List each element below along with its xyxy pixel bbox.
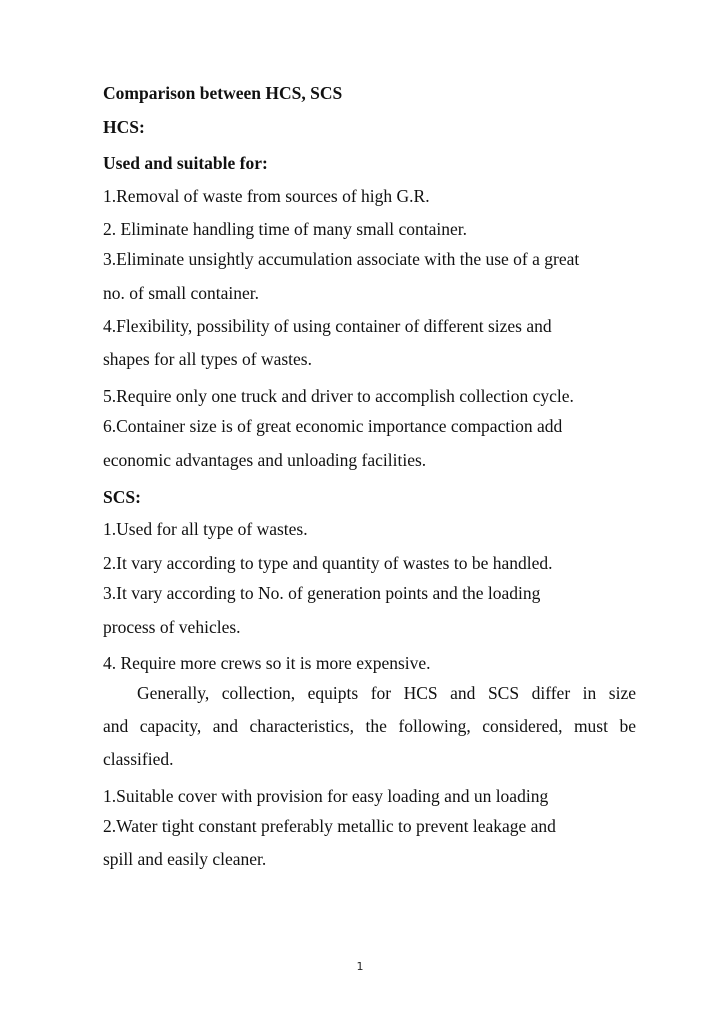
general-paragraph-line-1: Generally, collection, equipts for HCS and SCS differ in size: [137, 683, 636, 703]
hcs-line-1: 1.Removal of waste from sources of high G.R.: [103, 186, 430, 206]
hcs-line-6: 6.Container size is of great economic importance compaction add: [103, 416, 563, 436]
hcs-line-2: 2. Eliminate handling time of many small container.: [103, 219, 468, 239]
requirement-line-2: 2.Water tight constant preferably metallic to prevent leakage and: [103, 816, 556, 836]
requirement-line-2-cont: spill and easily cleaner.: [103, 849, 267, 869]
hcs-line-4-cont: shapes for all types of wastes.: [103, 349, 312, 369]
scs-heading: SCS:: [103, 487, 141, 507]
hcs-line-3: 3.Eliminate unsightly accumulation associate with the use of a great: [103, 249, 580, 269]
hcs-line-5: 5.Require only one truck and driver to accomplish collection cycle.: [103, 386, 574, 406]
general-paragraph-line-3: classified.: [103, 749, 174, 769]
hcs-line-4: 4.Flexibility, possibility of using container of different sizes and: [103, 316, 552, 336]
scs-line-3: 3.It vary according to No. of generation points and the loading: [103, 583, 541, 603]
scs-line-4: 4. Require more crews so it is more expensive.: [103, 653, 431, 673]
general-paragraph-line-2: and capacity, and characteristics, the following, considered, must be: [103, 716, 636, 736]
scs-line-1: 1.Used for all type of wastes.: [103, 519, 308, 539]
hcs-line-6-cont: economic advantages and unloading facilities.: [103, 450, 427, 470]
hcs-line-3-cont: no. of small container.: [103, 283, 260, 303]
requirement-line-1: 1.Suitable cover with provision for easy loading and un loading: [103, 786, 549, 806]
scs-line-3-cont: process of vehicles.: [103, 617, 241, 637]
page-number: 1: [356, 960, 364, 973]
hcs-heading: HCS:: [103, 117, 145, 137]
document-title: Comparison between HCS, SCS: [103, 83, 343, 103]
hcs-subheading: Used and suitable for:: [103, 153, 268, 173]
scs-line-2: 2.It vary according to type and quantity of wastes to be handled.: [103, 553, 553, 573]
